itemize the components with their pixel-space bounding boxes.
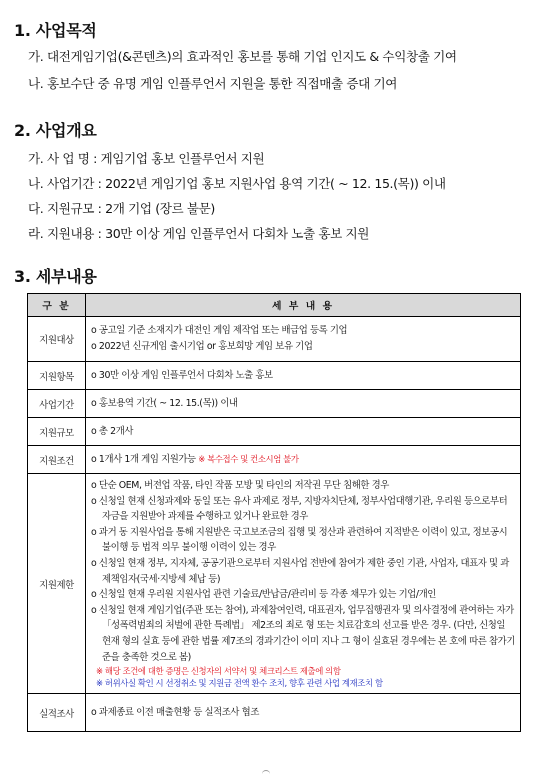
restriction-note-1: ※ 해당 조건에 대한 증명은 신청자의 서약서 및 체크리스트 제출에 의함 (96, 666, 341, 677)
row-content-scale (86, 418, 521, 446)
table-row (28, 362, 521, 390)
row-label-condition: 지원조건 (28, 446, 86, 474)
row-label-item: 지원항목 (28, 362, 86, 390)
overview-item-d: 라. 지원내용 : 30만 이상 게임 인플루언서 다회차 노출 홍보 지원 (28, 226, 370, 241)
list-item: o 30만 이상 게임 인플루언서 다회차 노출 홍보 (91, 369, 273, 381)
list-item: o 신청일 현재 우리원 지원사업 관련 기술료/반납금/관리비 등 각종 채무가 있는 기업/개인 (91, 589, 436, 601)
list-item: o 신청일 현재 게임기업(주관 또는 참여), 과제참여인력, 대표권자, 업무집행권자 및 의사결정에 관여하는 자가 「성폭력범죄의 처벌에 관한 특례법」 제2조의 죄로 형 또는 치료감호의 선고를 받은 경우. (다만, 신청일 현재 형의 실효 등에 관한 법률 제7조의 경과기간이 이미 지나 그 형이 실효된 경우에는 본 호에 따른 참가기준을 충족한 것으로 봄) (91, 604, 515, 663)
list-item: o 신청일 현재 신청과제와 동일 또는 유사 과제로 정부, 지방자치단체, 정부사업대행기관, 우리원 등으로부터 자금을 지원받아 과제를 수행하고 있거나 완료한 경우 (91, 495, 508, 523)
list-item: o 과제종료 이전 매출현황 등 실적조사 협조 (91, 706, 259, 718)
list-item: o 2022년 신규게임 출시기업 or 홍보희망 게임 보유 기업 (91, 341, 313, 352)
detail-table (27, 293, 521, 732)
header-category: 구 분 (28, 294, 86, 317)
overview-item-c: 다. 지원규모 : 2개 기업 (장르 불문) (28, 201, 215, 216)
table-row (28, 694, 521, 732)
overview-item-a: 가. 사 업 명 : 게임기업 홍보 인플루언서 지원 (28, 151, 265, 166)
list-item: o 공고일 기준 소재지가 대전인 게임 제작업 또는 배급업 등록 기업 (91, 325, 348, 337)
header-detail: 세 부 내 용 (86, 294, 521, 317)
row-label-target: 지원대상 (28, 317, 86, 362)
restriction-note-2: ※ 허위사실 확인 시 선정취소 및 지원금 전액 환수 조치, 향후 관련 사업 계재조치 함 (96, 678, 383, 689)
row-label-restriction: 지원제한 (28, 474, 86, 694)
page-footer-mark (262, 770, 270, 775)
row-label-scale: 지원규모 (28, 418, 86, 446)
list-item: o 단순 OEM, 버전업 작품, 타인 작품 모방 및 타인의 저작권 무단 침해한 경우 (91, 480, 389, 491)
row-content-restriction (86, 474, 521, 694)
list-item: o 과거 동 지원사업을 통해 지원받은 국고보조금의 집행 및 정산과 관련하여 지적받은 이력이 있고, 정보공시 불이행 등 법적 의무 불이행 이력이 있는 경우 (91, 526, 508, 554)
table-row (28, 390, 521, 418)
section-2-heading: 2. 사업개요 (14, 121, 97, 140)
row-label-period: 사업기간 (28, 390, 86, 418)
row-content-survey (86, 694, 521, 732)
table-row (28, 446, 521, 474)
purpose-item-b: 나. 홍보수단 중 유명 게임 인플루언서 지원을 통한 직접매출 증대 기여 (28, 76, 398, 91)
purpose-item-a: 가. 대전게임기업(&콘텐츠)의 효과적인 홍보를 통해 기업 인지도 & 수익창출 기여 (28, 49, 457, 64)
condition-note: ※ 복수접수 및 컨소시엄 불가 (198, 453, 299, 464)
row-content-target (86, 317, 521, 362)
list-item: o 홍보용역 기간( ~ 12. 15.(목)) 이내 (91, 397, 238, 409)
list-item (91, 452, 515, 468)
list-item: o 총 2개사 (91, 425, 134, 437)
list-item: o 신청일 현재 정부, 지자체, 공공기관으로부터 지원사업 전반에 참여가 제한 중인 기관, 사업자, 대표자 및 과제책임자(국세·지방세 체납 등) (91, 557, 509, 585)
row-content-condition (86, 446, 521, 474)
overview-item-b: 나. 사업기간 : 2022년 게임기업 홍보 지원사업 용역 기간( ~ 12. 15.(목)) 이내 (28, 176, 446, 191)
row-content-period (86, 390, 521, 418)
row-content-item (86, 362, 521, 390)
table-row (28, 474, 521, 694)
section-1-heading: 1. 사업목적 (14, 21, 97, 40)
table-row (28, 317, 521, 362)
row-label-survey: 실적조사 (28, 694, 86, 732)
table-header-row (28, 294, 521, 317)
table-row (28, 418, 521, 446)
section-3-heading: 3. 세부내용 (14, 267, 97, 286)
condition-text: o 1개사 1개 게임 지원가능 (91, 453, 196, 465)
